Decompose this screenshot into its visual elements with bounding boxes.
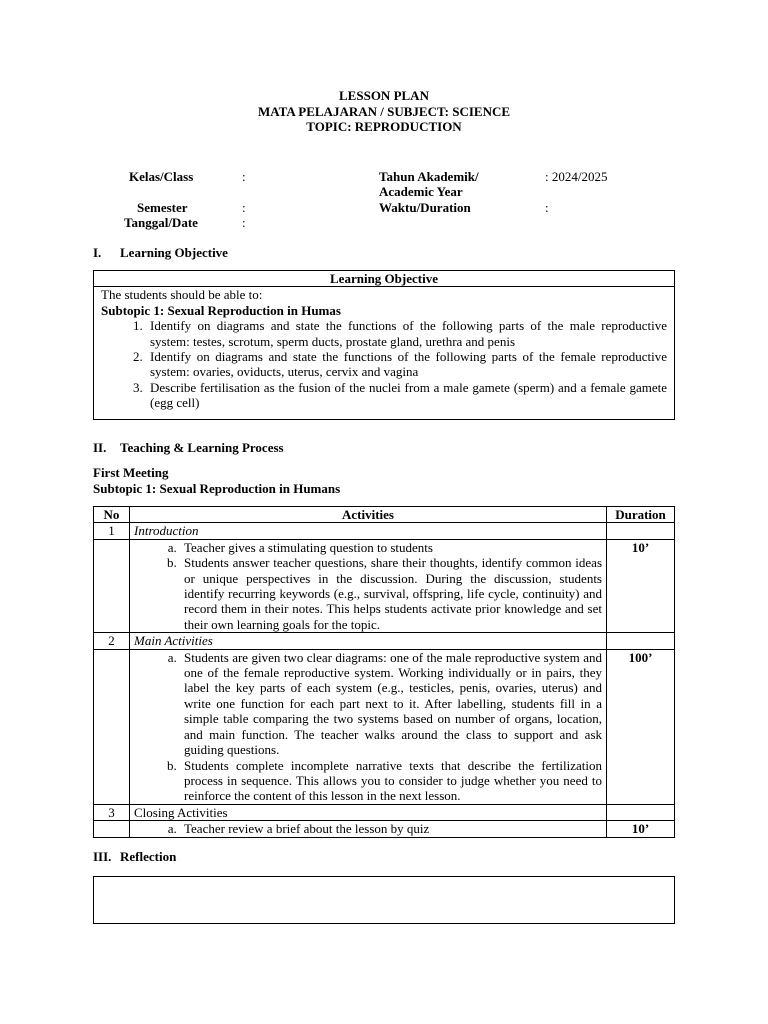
class-label: Kelas/Class [129,169,194,184]
column-header-activities: Activities [130,507,607,523]
row-activities-cell [130,649,607,804]
section-title: Reflection [120,849,177,864]
activity-list [134,821,602,836]
row-duration-empty [607,633,675,649]
objective-item: 3. Describe fertilisation as the fusion of the nuclei from a male gamete (sperm) and a female gamete (egg cell) [146,380,667,411]
row-number: 2 [94,633,130,649]
row-number-empty [94,649,130,804]
row-duration: 100’ [607,649,675,804]
header-topic: TOPIC: REPRODUCTION [306,119,462,134]
table-row [94,821,675,837]
academic-year-value: : 2024/2025 [545,169,608,184]
table-row [94,539,675,632]
activity-item: a. Teacher gives a stimulating question to students [180,540,602,555]
table-row [94,523,675,539]
objective-list [101,318,667,410]
objective-intro: The students should be able to: [101,287,263,303]
learning-objective-table-header: Learning Objective [94,271,675,287]
academic-year-label-line1: Tahun Akademik/ [379,169,479,184]
activity-list [134,650,602,804]
section-title: Teaching & Learning Process [120,440,284,455]
learning-objective-table [93,270,675,420]
section-title: Learning Objective [120,245,228,260]
section-number: II. [93,440,107,455]
table-row [94,804,675,820]
column-header-duration: Duration [607,507,675,523]
semester-colon: : [242,200,246,215]
row-activities-cell [130,539,607,632]
activity-item: a. Teacher review a brief about the lesson by quiz [180,821,602,836]
document-header [0,88,768,135]
row-duration-empty [607,804,675,820]
row-number-empty [94,821,130,837]
row-duration-empty [607,523,675,539]
duration-colon: : [545,200,549,215]
meeting-label: First Meeting [93,465,169,480]
activities-table [93,506,675,838]
table-row [94,633,675,649]
activity-list [134,540,602,632]
class-colon: : [242,169,246,184]
duration-label: Waktu/Duration [379,200,471,215]
section-learning-objective-heading [93,245,228,260]
activity-item: b. Students answer teacher questions, share their thoughts, identify common ideas or unique perspectives in the discussion. During the discussion, students identify recurring keywords (e.g., survival, offspring, life cycle, continuity) and record them in their notes. This helps students activate prior knowledge and set their own learning goals for the topic. [180,555,602,632]
row-duration: 10’ [607,821,675,837]
academic-year-label [379,169,479,200]
row-section-title: Main Activities [130,633,607,649]
semester-label: Semester [137,200,188,215]
activity-item: a. Students are given two clear diagrams: one of the male reproductive system and one of the female reproductive system. Working individually or in pairs, they label the key parts of each system (e.g., testicles, penis, ovaries, uterus) and write one function for each part next to it. After labelling, students fill in a simple table comparing the two systems based on number of organs, location, and main function. The teacher walks around the class to support and ask guiding questions. [180,650,602,758]
table-row [94,649,675,804]
learning-objective-cell [94,287,675,419]
meeting-subtopic: Subtopic 1: Sexual Reproduction in Humans [93,481,341,496]
section-number: I. [93,245,102,260]
row-section-title: Closing Activities [130,804,607,820]
section-reflection-heading [93,849,176,864]
row-number-empty [94,539,130,632]
header-title: LESSON PLAN [339,88,429,103]
header-subject: MATA PELAJARAN / SUBJECT: SCIENCE [257,103,511,119]
objective-item: 2. Identify on diagrams and state the functions of the following parts of the female reproductive system: ovaries, oviducts, uterus, cervix and vagina [146,349,667,380]
row-section-title: Introduction [130,523,607,539]
date-label: Tanggal/Date [124,215,198,230]
activity-item: b. Students complete incomplete narrative texts that describe the fertilization process in sequence. This allows you to consider to judge whether you need to reinforce the content of this lesson in the next lesson. [180,758,602,804]
objective-subtopic: Subtopic 1: Sexual Reproduction in Humas [101,302,341,318]
row-number: 3 [94,804,130,820]
date-colon: : [242,215,246,230]
section-teaching-process-heading [93,440,284,455]
row-duration: 10’ [607,539,675,632]
objective-item: 1. Identify on diagrams and state the functions of the following parts of the male reproductive system: testes, scrotum, sperm ducts, prostate gland, urethra and penis [146,318,667,349]
academic-year-label-line2: Academic Year [379,184,463,200]
row-activities-cell [130,821,607,837]
column-header-no: No [94,507,130,523]
section-number: III. [93,849,112,864]
reflection-box[interactable] [93,876,675,924]
row-number: 1 [94,523,130,539]
